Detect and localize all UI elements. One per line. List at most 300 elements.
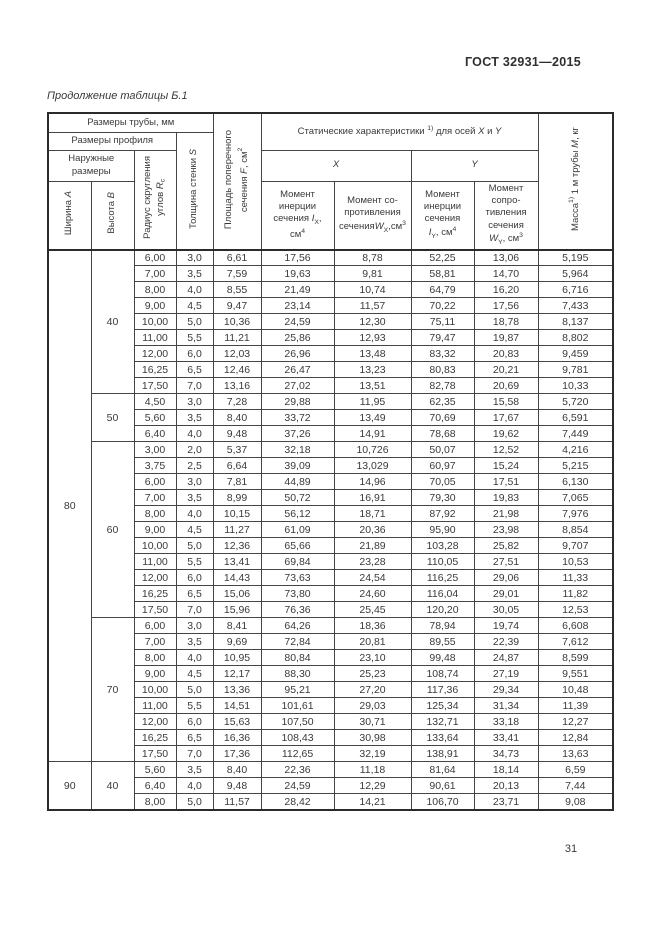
cell-ix: 80,84 <box>261 650 334 666</box>
cell-mass: 9,459 <box>538 346 613 362</box>
cell-iy: 70,22 <box>411 298 474 314</box>
cell-iy: 78,94 <box>411 618 474 634</box>
cell-area: 8,99 <box>213 490 261 506</box>
cell-radius: 10,00 <box>134 314 176 330</box>
cell-mass: 7,612 <box>538 634 613 650</box>
cell-area: 7,28 <box>213 394 261 410</box>
cell-iy: 79,47 <box>411 330 474 346</box>
cell-thickness: 6,5 <box>176 586 213 602</box>
cell-mass: 12,27 <box>538 714 613 730</box>
cell-iy: 70,69 <box>411 410 474 426</box>
cell-ix: 50,72 <box>261 490 334 506</box>
cell-iy: 52,25 <box>411 250 474 266</box>
cell-wy: 33,41 <box>474 730 538 746</box>
cell-iy: 138,91 <box>411 746 474 762</box>
cell-ix: 108,43 <box>261 730 334 746</box>
table-caption: Продолжение таблицы Б.1 <box>47 90 188 102</box>
cell-ix: 64,26 <box>261 618 334 634</box>
cell-iy: 110,05 <box>411 554 474 570</box>
cell-area: 11,21 <box>213 330 261 346</box>
cell-wx: 25,45 <box>334 602 411 618</box>
doc-number: ГОСТ 32931—2015 <box>464 55 581 69</box>
cell-wy: 21,98 <box>474 506 538 522</box>
cell-radius: 8,00 <box>134 282 176 298</box>
cell-mass: 8,802 <box>538 330 613 346</box>
cell-wy: 30,05 <box>474 602 538 618</box>
cell-ix: 19,63 <box>261 266 334 282</box>
cell-wx: 13,23 <box>334 362 411 378</box>
cell-wx: 10,726 <box>334 442 411 458</box>
header-moment-inertia-x: Момент инерции сечения $I_X$, $см^4$ <box>261 181 334 250</box>
cell-ix: 65,66 <box>261 538 334 554</box>
cell-area: 15,96 <box>213 602 261 618</box>
header-profile-dimensions: Размеры профиля <box>48 132 176 150</box>
cell-iy: 81,64 <box>411 762 474 778</box>
cell-radius: 11,00 <box>134 554 176 570</box>
cell-wx: 13,48 <box>334 346 411 362</box>
cell-mass: 9,707 <box>538 538 613 554</box>
cell-wx: 12,29 <box>334 778 411 794</box>
cell-radius: 11,00 <box>134 330 176 346</box>
cell-iy: 95,90 <box>411 522 474 538</box>
cell-height-b: 50 <box>91 394 134 442</box>
cell-iy: 80,83 <box>411 362 474 378</box>
cell-height-b: 40 <box>91 762 134 810</box>
cell-ix: 26,96 <box>261 346 334 362</box>
cell-ix: 37,26 <box>261 426 334 442</box>
header-row-4 <box>48 181 613 250</box>
header-cross-section-area <box>213 113 261 250</box>
cell-wy: 23,98 <box>474 522 538 538</box>
cell-radius: 12,00 <box>134 346 176 362</box>
cell-iy: 116,25 <box>411 570 474 586</box>
cell-ix: 76,36 <box>261 602 334 618</box>
cell-mass: 6,130 <box>538 474 613 490</box>
cell-radius: 9,00 <box>134 522 176 538</box>
header-section-modulus-y: Момент сопро- тивления сечения $W_Y$, $см^3$ <box>474 181 538 250</box>
cell-area: 6,61 <box>213 250 261 266</box>
cell-thickness: 5,5 <box>176 554 213 570</box>
cell-radius: 16,25 <box>134 730 176 746</box>
cell-wy: 20,13 <box>474 778 538 794</box>
cell-wy: 19,62 <box>474 426 538 442</box>
cell-wx: 32,19 <box>334 746 411 762</box>
cell-thickness: 3,5 <box>176 490 213 506</box>
cell-wx: 13,029 <box>334 458 411 474</box>
cell-radius: 17,50 <box>134 746 176 762</box>
cell-iy: 87,92 <box>411 506 474 522</box>
cell-radius: 6,00 <box>134 474 176 490</box>
table-row <box>48 618 613 634</box>
header-row-3 <box>48 150 613 181</box>
cell-mass: 12,84 <box>538 730 613 746</box>
cell-wx: 25,23 <box>334 666 411 682</box>
cell-area: 12,36 <box>213 538 261 554</box>
header-width-a <box>48 181 91 250</box>
cell-wx: 14,91 <box>334 426 411 442</box>
cell-ix: 44,89 <box>261 474 334 490</box>
cell-area: 7,59 <box>213 266 261 282</box>
header-pipe-dimensions <box>48 113 213 132</box>
cell-thickness: 4,0 <box>176 650 213 666</box>
cell-thickness: 4,0 <box>176 282 213 298</box>
cell-wy: 27,51 <box>474 554 538 570</box>
cell-area: 11,27 <box>213 522 261 538</box>
table-body <box>48 250 613 810</box>
cell-wy: 18,14 <box>474 762 538 778</box>
cell-ix: 69,84 <box>261 554 334 570</box>
cell-mass: 9,551 <box>538 666 613 682</box>
cell-radius: 5,60 <box>134 762 176 778</box>
cell-radius: 16,25 <box>134 362 176 378</box>
cell-area: 5,37 <box>213 442 261 458</box>
table-row <box>48 394 613 410</box>
cell-mass: 7,065 <box>538 490 613 506</box>
header-mass <box>538 113 613 250</box>
cell-iy: 75,11 <box>411 314 474 330</box>
cell-mass: 5,215 <box>538 458 613 474</box>
cell-thickness: 4,5 <box>176 522 213 538</box>
cell-mass: 7,44 <box>538 778 613 794</box>
cell-ix: 27,02 <box>261 378 334 394</box>
cell-area: 13,41 <box>213 554 261 570</box>
cell-iy: 133,64 <box>411 730 474 746</box>
cell-mass: 13,63 <box>538 746 613 762</box>
cell-wy: 29,01 <box>474 586 538 602</box>
cell-iy: 108,74 <box>411 666 474 682</box>
cell-mass: 10,33 <box>538 378 613 394</box>
cell-wx: 27,20 <box>334 682 411 698</box>
cell-thickness: 6,5 <box>176 730 213 746</box>
cell-thickness: 3,0 <box>176 618 213 634</box>
cell-thickness: 6,0 <box>176 714 213 730</box>
cell-wx: 20,36 <box>334 522 411 538</box>
cell-mass: 12,53 <box>538 602 613 618</box>
cell-radius: 9,00 <box>134 666 176 682</box>
header-height-b <box>91 181 134 250</box>
cell-thickness: 7,0 <box>176 746 213 762</box>
cell-radius: 12,00 <box>134 570 176 586</box>
cell-wy: 18,78 <box>474 314 538 330</box>
cell-thickness: 3,5 <box>176 410 213 426</box>
cell-mass: 7,449 <box>538 426 613 442</box>
cell-radius: 16,25 <box>134 586 176 602</box>
cell-area: 9,48 <box>213 426 261 442</box>
cell-area: 12,03 <box>213 346 261 362</box>
cell-thickness: 3,5 <box>176 266 213 282</box>
cell-wy: 33,18 <box>474 714 538 730</box>
cell-mass: 9,781 <box>538 362 613 378</box>
cell-iy: 64,79 <box>411 282 474 298</box>
cell-wx: 24,54 <box>334 570 411 586</box>
table-row <box>48 762 613 778</box>
cell-ix: 17,56 <box>261 250 334 266</box>
cell-wy: 19,83 <box>474 490 538 506</box>
cell-height-b: 70 <box>91 618 134 762</box>
cell-wx: 8,78 <box>334 250 411 266</box>
cell-radius: 3,75 <box>134 458 176 474</box>
cell-thickness: 4,0 <box>176 778 213 794</box>
cell-ix: 72,84 <box>261 634 334 650</box>
cell-wx: 16,91 <box>334 490 411 506</box>
cell-thickness: 4,5 <box>176 298 213 314</box>
cell-mass: 7,433 <box>538 298 613 314</box>
cell-radius: 7,00 <box>134 266 176 282</box>
cell-width-a: 80 <box>48 250 91 762</box>
cell-wx: 11,57 <box>334 298 411 314</box>
cell-area: 8,40 <box>213 762 261 778</box>
cell-iy: 89,55 <box>411 634 474 650</box>
cell-height-b: 40 <box>91 250 134 394</box>
cell-wy: 12,52 <box>474 442 538 458</box>
cell-wy: 22,39 <box>474 634 538 650</box>
cell-area: 10,15 <box>213 506 261 522</box>
cell-area: 9,69 <box>213 634 261 650</box>
cell-wy: 24,87 <box>474 650 538 666</box>
cell-area: 14,51 <box>213 698 261 714</box>
cell-thickness: 2,0 <box>176 442 213 458</box>
cell-wx: 30,98 <box>334 730 411 746</box>
cell-iy: 120,20 <box>411 602 474 618</box>
cell-wx: 23,10 <box>334 650 411 666</box>
cell-iy: 60,97 <box>411 458 474 474</box>
header-corner-radius <box>134 150 176 250</box>
cell-thickness: 4,0 <box>176 506 213 522</box>
cell-wx: 18,36 <box>334 618 411 634</box>
cell-thickness: 3,5 <box>176 762 213 778</box>
cell-area: 9,47 <box>213 298 261 314</box>
cell-wy: 20,83 <box>474 346 538 362</box>
cell-area: 12,46 <box>213 362 261 378</box>
header-axis-y: Y <box>411 150 538 181</box>
cell-thickness: 6,5 <box>176 362 213 378</box>
cell-wx: 30,71 <box>334 714 411 730</box>
cell-iy: 82,78 <box>411 378 474 394</box>
cell-wx: 23,28 <box>334 554 411 570</box>
cell-thickness: 3,0 <box>176 250 213 266</box>
cell-iy: 90,61 <box>411 778 474 794</box>
cell-radius: 17,50 <box>134 602 176 618</box>
cell-wx: 24,60 <box>334 586 411 602</box>
cell-mass: 5,720 <box>538 394 613 410</box>
cell-area: 15,06 <box>213 586 261 602</box>
cell-wy: 17,51 <box>474 474 538 490</box>
cell-ix: 101,61 <box>261 698 334 714</box>
cell-thickness: 4,5 <box>176 666 213 682</box>
cell-radius: 8,00 <box>134 650 176 666</box>
cell-area: 17,36 <box>213 746 261 762</box>
cell-radius: 10,00 <box>134 682 176 698</box>
cell-area: 7,81 <box>213 474 261 490</box>
table-b1 <box>47 112 614 811</box>
cell-mass: 5,195 <box>538 250 613 266</box>
cell-mass: 6,59 <box>538 762 613 778</box>
cell-radius: 9,00 <box>134 298 176 314</box>
cell-area: 16,36 <box>213 730 261 746</box>
cell-wy: 17,56 <box>474 298 538 314</box>
cell-wy: 29,34 <box>474 682 538 698</box>
cell-thickness: 2,5 <box>176 458 213 474</box>
cell-area: 13,36 <box>213 682 261 698</box>
header-row-1 <box>48 113 613 132</box>
height-b-vertical-label: Высота В <box>106 192 118 234</box>
cell-ix: 39,09 <box>261 458 334 474</box>
cell-thickness: 7,0 <box>176 378 213 394</box>
cell-mass: 6,608 <box>538 618 613 634</box>
cell-mass: 8,599 <box>538 650 613 666</box>
cell-thickness: 5,0 <box>176 538 213 554</box>
cell-iy: 125,34 <box>411 698 474 714</box>
cell-wy: 16,20 <box>474 282 538 298</box>
cell-ix: 88,30 <box>261 666 334 682</box>
cell-radius: 8,00 <box>134 794 176 810</box>
cell-wx: 29,03 <box>334 698 411 714</box>
cell-area: 15,63 <box>213 714 261 730</box>
cell-radius: 8,00 <box>134 506 176 522</box>
cell-ix: 95,21 <box>261 682 334 698</box>
cell-iy: 117,36 <box>411 682 474 698</box>
cell-area: 9,48 <box>213 778 261 794</box>
cell-iy: 79,30 <box>411 490 474 506</box>
cell-wx: 11,18 <box>334 762 411 778</box>
cell-wx: 21,89 <box>334 538 411 554</box>
cell-iy: 70,05 <box>411 474 474 490</box>
cell-area: 8,40 <box>213 410 261 426</box>
cell-iy: 132,71 <box>411 714 474 730</box>
cell-ix: 28,42 <box>261 794 334 810</box>
cell-ix: 33,72 <box>261 410 334 426</box>
cell-iy: 50,07 <box>411 442 474 458</box>
cell-radius: 11,00 <box>134 698 176 714</box>
cell-ix: 25,86 <box>261 330 334 346</box>
header-section-modulus-x: Момент со- противления $сеченияW_X,см^3$ <box>334 181 411 250</box>
header-axis-x: X <box>261 150 411 181</box>
cell-ix: 73,63 <box>261 570 334 586</box>
cell-ix: 61,09 <box>261 522 334 538</box>
cell-mass: 8,854 <box>538 522 613 538</box>
header-wall-thickness <box>176 132 213 250</box>
cell-ix: 21,49 <box>261 282 334 298</box>
cell-mass: 9,08 <box>538 794 613 810</box>
cell-ix: 22,36 <box>261 762 334 778</box>
cell-iy: 106,70 <box>411 794 474 810</box>
cell-area: 11,57 <box>213 794 261 810</box>
cell-ix: 26,47 <box>261 362 334 378</box>
cell-ix: 112,65 <box>261 746 334 762</box>
cell-iy: 99,48 <box>411 650 474 666</box>
header-static-characteristics: Статические характеристики $^{1)}$ для осей X и Y <box>261 113 538 150</box>
cell-wy: 17,67 <box>474 410 538 426</box>
table-row <box>48 442 613 458</box>
cell-ix: 56,12 <box>261 506 334 522</box>
cell-wy: 15,58 <box>474 394 538 410</box>
cell-mass: 11,82 <box>538 586 613 602</box>
cell-mass: 11,39 <box>538 698 613 714</box>
cell-radius: 6,40 <box>134 426 176 442</box>
cell-ix: 24,59 <box>261 314 334 330</box>
cell-thickness: 5,5 <box>176 698 213 714</box>
cell-mass: 10,48 <box>538 682 613 698</box>
cell-wy: 19,74 <box>474 618 538 634</box>
table-header <box>48 113 613 250</box>
cell-thickness: 4,0 <box>176 426 213 442</box>
cell-wy: 34,73 <box>474 746 538 762</box>
cell-width-a: 90 <box>48 762 91 810</box>
cell-wx: 9,81 <box>334 266 411 282</box>
cell-area: 13,16 <box>213 378 261 394</box>
cell-wy: 27,19 <box>474 666 538 682</box>
cell-radius: 12,00 <box>134 714 176 730</box>
header-outer-dimensions: Наружные размеры <box>48 150 134 181</box>
cell-wx: 14,96 <box>334 474 411 490</box>
cell-iy: 103,28 <box>411 538 474 554</box>
cell-mass: 10,53 <box>538 554 613 570</box>
area-vertical-label: Площадь поперечного сечения F, $см^2$ <box>222 129 250 229</box>
cell-mass: 6,591 <box>538 410 613 426</box>
cell-radius: 10,00 <box>134 538 176 554</box>
header-moment-inertia-y: Момент инерции сечения $I_Y$, $см^4$ <box>411 181 474 250</box>
cell-height-b: 60 <box>91 442 134 618</box>
cell-wy: 15,24 <box>474 458 538 474</box>
cell-wx: 10,74 <box>334 282 411 298</box>
page-number: 31 <box>564 843 578 855</box>
cell-thickness: 6,0 <box>176 346 213 362</box>
cell-radius: 7,00 <box>134 634 176 650</box>
cell-mass: 6,716 <box>538 282 613 298</box>
cell-ix: 29,88 <box>261 394 334 410</box>
cell-area: 14,43 <box>213 570 261 586</box>
cell-iy: 62,35 <box>411 394 474 410</box>
cell-ix: 23,14 <box>261 298 334 314</box>
cell-wx: 14,21 <box>334 794 411 810</box>
cell-mass: 5,964 <box>538 266 613 282</box>
cell-thickness: 5,0 <box>176 794 213 810</box>
cell-thickness: 5,5 <box>176 330 213 346</box>
cell-wy: 13,06 <box>474 250 538 266</box>
cell-area: 8,55 <box>213 282 261 298</box>
cell-thickness: 3,0 <box>176 394 213 410</box>
cell-radius: 6,00 <box>134 250 176 266</box>
cell-wx: 20,81 <box>334 634 411 650</box>
cell-wy: 14,70 <box>474 266 538 282</box>
cell-wy: 19,87 <box>474 330 538 346</box>
cell-mass: 4,216 <box>538 442 613 458</box>
cell-thickness: 3,0 <box>176 474 213 490</box>
cell-thickness: 5,0 <box>176 682 213 698</box>
cell-thickness: 6,0 <box>176 570 213 586</box>
table-row <box>48 250 613 266</box>
cell-wy: 20,69 <box>474 378 538 394</box>
pipe-dimensions-label: Размеры трубы, мм <box>87 116 175 128</box>
cell-wx: 12,30 <box>334 314 411 330</box>
radius-vertical-label: Радиус скругления углов $R_с$ <box>142 156 167 239</box>
cell-area: 10,36 <box>213 314 261 330</box>
cell-thickness: 3,5 <box>176 634 213 650</box>
cell-ix: 32,18 <box>261 442 334 458</box>
cell-area: 6,64 <box>213 458 261 474</box>
width-a-vertical-label: Ширина А <box>63 190 75 236</box>
cell-wx: 18,71 <box>334 506 411 522</box>
thickness-vertical-label: Толщина стенки S <box>188 148 200 229</box>
cell-radius: 4,50 <box>134 394 176 410</box>
mass-vertical-label: Масса$^{1)}$ 1 м трубы М, кг <box>568 127 582 232</box>
cell-wx: 11,95 <box>334 394 411 410</box>
cell-iy: 78,68 <box>411 426 474 442</box>
cell-thickness: 7,0 <box>176 602 213 618</box>
cell-mass: 7,976 <box>538 506 613 522</box>
cell-wx: 12,93 <box>334 330 411 346</box>
cell-radius: 6,40 <box>134 778 176 794</box>
